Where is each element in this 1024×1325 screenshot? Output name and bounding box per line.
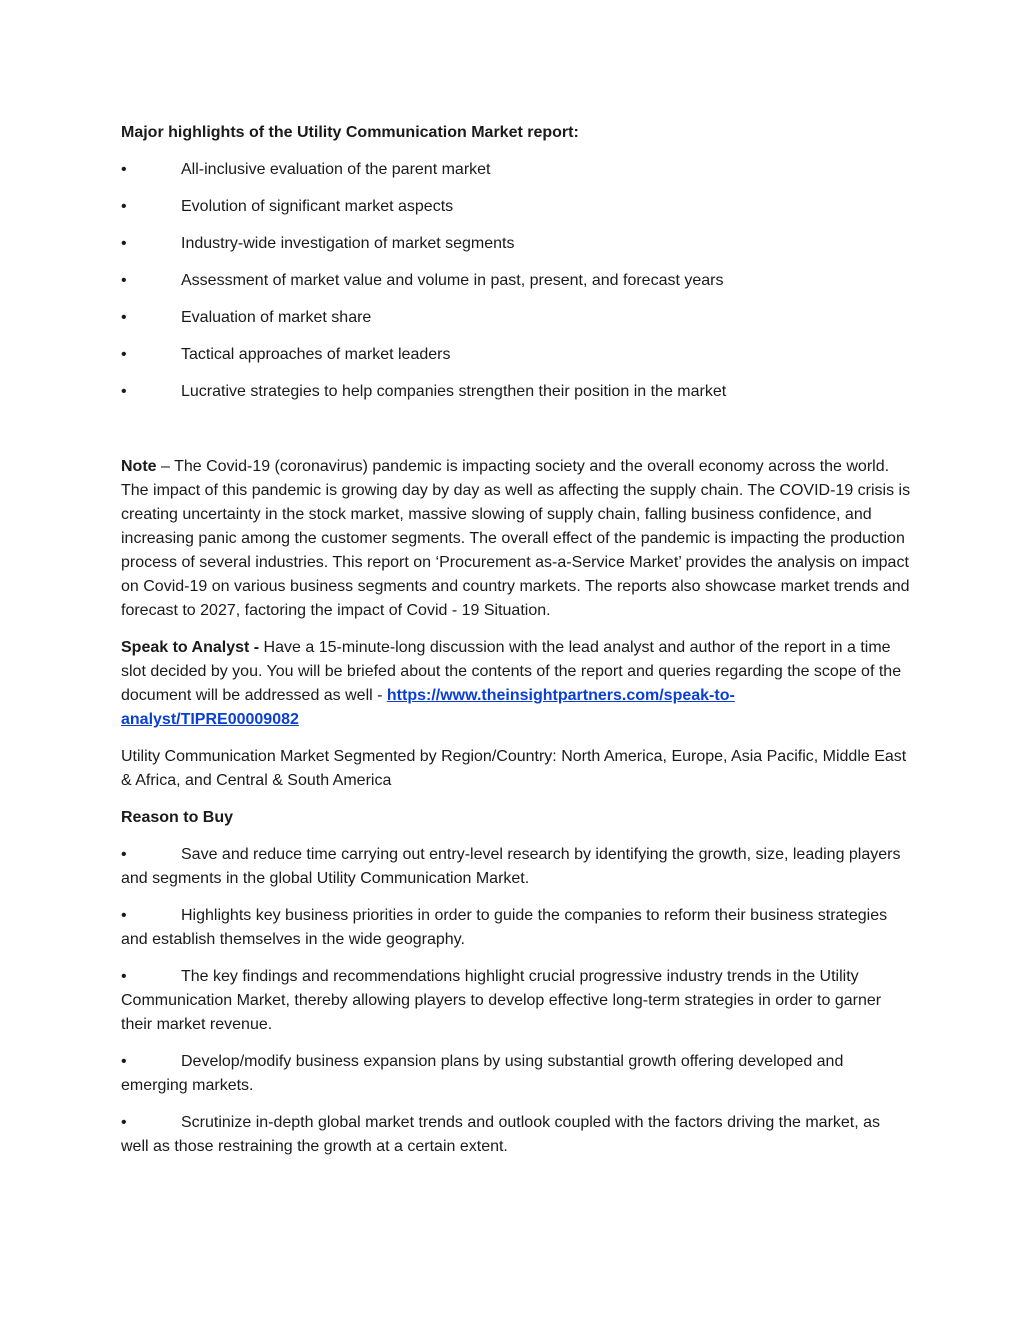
list-item-text: All-inclusive evaluation of the parent market — [181, 161, 491, 178]
highlights-list — [121, 158, 911, 404]
bullet-icon: • — [121, 272, 127, 289]
list-item-text: Tactical approaches of market leaders — [181, 346, 451, 363]
analyst-link[interactable]: https://www.theinsightpartners.com/speak-to-analyst/TIPRE00009082 — [121, 687, 735, 728]
note-label: Note — [121, 458, 157, 475]
bullet-icon: • — [121, 161, 127, 178]
list-item-text: Highlights key business priorities in order to guide the companies to reform their business strategies and establish themselves in the wide geography. — [121, 907, 888, 948]
list-item — [121, 380, 911, 404]
list-item-text: Save and reduce time carrying out entry-level research by identifying the growth, size, leading players and segments in the global Utility Communication Market. — [121, 846, 901, 887]
analyst-text: Have a 15-minute-long discussion with the lead analyst and author of the report in a time slot decided by you. You will be briefed about the contents of the report and queries regarding the scope of the document will be addressed as well - — [121, 639, 902, 704]
bullet-icon: • — [121, 383, 127, 400]
list-item-text: The key findings and recommendations highlight crucial progressive industry trends in the Utility Communication Market, thereby allowing players to develop effective long-term strategies in order to garner their market revenue. — [121, 968, 882, 1033]
bullet-icon: • — [121, 1053, 127, 1070]
list-item-text: Evolution of significant market aspects — [181, 198, 454, 215]
bullet-icon: • — [121, 309, 127, 326]
reasons-list — [121, 843, 911, 1159]
list-item — [121, 306, 911, 330]
note-text: – The Covid-19 (coronavirus) pandemic is impacting society and the overall economy across the world. The impact of this pandemic is growing day by day as well as affecting the supply chain. The COVID-19 crisis is creating uncertainty in the stock market, massive slowing of supply chain, falling business confidence, and increasing panic among the customer segments. The overall effect of the pandemic is impacting the production process of several industries. This report on ‘Procurement as-a-Service Market’ provides the analysis on impact on Covid-19 on various business segments and country markets. The reports also showcase market trends and forecast to 2027, factoring the impact of Covid - 19 Situation. — [121, 458, 911, 619]
analyst-label: Speak to Analyst - — [121, 639, 260, 656]
bullet-icon: • — [121, 235, 127, 252]
bullet-icon: • — [121, 968, 127, 985]
list-item — [121, 904, 911, 952]
list-item-text: Assessment of market value and volume in past, present, and forecast years — [181, 272, 724, 289]
list-item — [121, 843, 911, 891]
highlights-heading: Major highlights of the Utility Communication Market report: — [121, 124, 579, 141]
analyst-paragraph — [121, 636, 911, 732]
segmented-paragraph: Utility Communication Market Segmented by Region/Country: North America, Europe, Asia Pacific, Middle East & Africa, and Central & South America — [121, 748, 907, 789]
bullet-icon: • — [121, 346, 127, 363]
bullet-icon: • — [121, 907, 127, 924]
document-page — [121, 121, 911, 1172]
list-item — [121, 343, 911, 367]
list-item — [121, 269, 911, 293]
list-item — [121, 1050, 911, 1098]
bullet-icon: • — [121, 1114, 127, 1131]
list-item — [121, 158, 911, 182]
list-item-text: Evaluation of market share — [181, 309, 372, 326]
note-paragraph — [121, 455, 911, 623]
reasons-heading: Reason to Buy — [121, 809, 234, 826]
bullet-icon: • — [121, 846, 127, 863]
list-item — [121, 232, 911, 256]
list-item — [121, 965, 911, 1037]
list-item-text: Scrutinize in-depth global market trends and outlook coupled with the factors driving the market, as well as those restraining the growth at a certain extent. — [121, 1114, 881, 1155]
list-item — [121, 1111, 911, 1159]
list-item-text: Lucrative strategies to help companies strengthen their position in the market — [181, 383, 727, 400]
bullet-icon: • — [121, 198, 127, 215]
list-item — [121, 195, 911, 219]
list-item-text: Develop/modify business expansion plans by using substantial growth offering developed and emerging markets. — [121, 1053, 844, 1094]
list-item-text: Industry-wide investigation of market segments — [181, 235, 515, 252]
